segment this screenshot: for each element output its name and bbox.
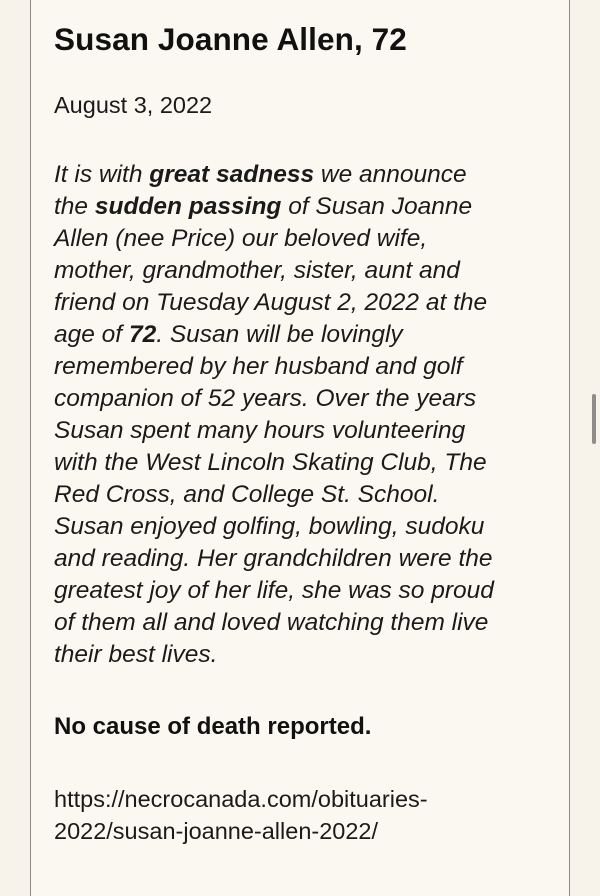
source-link-line[interactable]: 2022/susan-joanne-allen-2022/ [54, 818, 379, 844]
emphasis-age: 72 [128, 321, 157, 348]
body-line: Red Cross, and College St. School. [54, 481, 440, 508]
source-link-line[interactable]: https://necrocanada.com/obituaries- [54, 786, 428, 812]
obituary-body [54, 159, 554, 671]
body-line: the sudden passing of Susan Joanne [54, 193, 473, 220]
body-line: age of 72. Susan will be lovingly [54, 321, 403, 348]
obituary-title: Susan Joanne Allen, 72 [54, 21, 407, 57]
emphasis-great-sadness: great sadness [149, 161, 315, 188]
body-line: mother, grandmother, sister, aunt and [54, 257, 460, 284]
body-line: companion of 52 years. Over the years [54, 385, 477, 412]
body-line: Susan enjoyed golfing, bowling, sudoku [54, 513, 485, 540]
body-line: with the West Lincoln Skating Club, The [54, 449, 487, 476]
body-line: and reading. Her grandchildren were the [54, 545, 493, 572]
body-line: greatest joy of her life, she was so proud [54, 577, 494, 604]
body-line: remembered by her husband and golf [54, 353, 463, 380]
body-line: It is with great sadness we announce [54, 161, 467, 188]
obituary-content [54, 14, 559, 847]
body-line: of them all and loved watching them live [54, 609, 489, 636]
body-line: their best lives. [54, 641, 218, 668]
body-line: Susan spent many hours volunteering [54, 417, 466, 444]
cause-of-death-note: No cause of death reported. [54, 713, 372, 740]
source-link[interactable] [54, 783, 559, 847]
emphasis-sudden-passing: sudden passing [94, 193, 282, 220]
body-line: friend on Tuesday August 2, 2022 at the [54, 289, 488, 316]
obituary-date: August 3, 2022 [54, 92, 213, 118]
body-line: Allen (nee Price) our beloved wife, [54, 225, 428, 252]
obituary-card [30, 0, 570, 896]
scrollbar-thumb[interactable] [592, 394, 596, 444]
